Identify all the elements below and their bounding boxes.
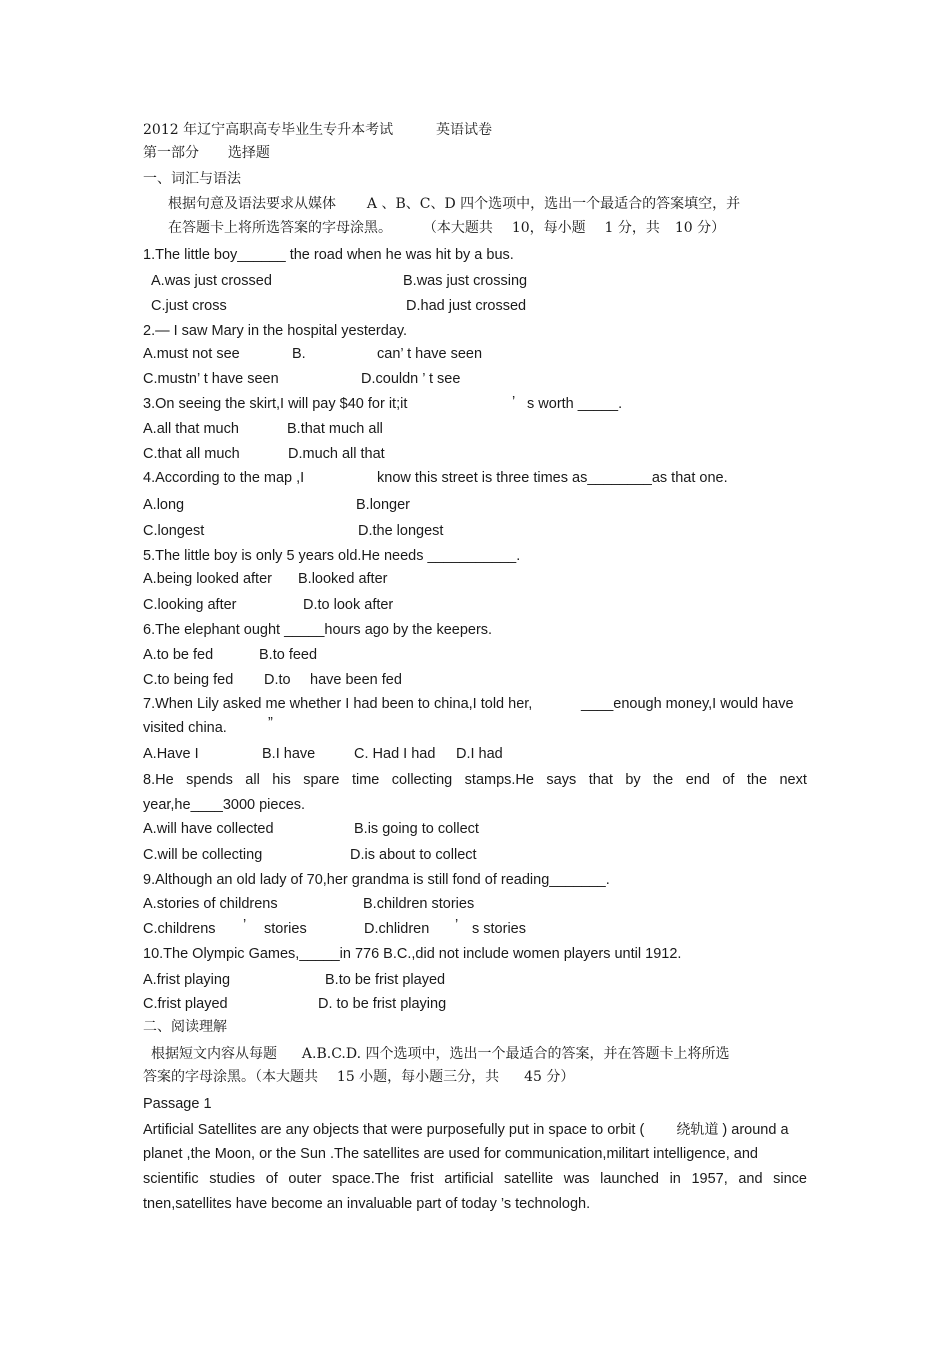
q4-option-a: A.long [143,497,185,513]
q10-stem: 10.The Olympic Games,_____in 776 B.C.,did not include women players until 1912. [143,946,682,962]
q7-option-b: B.I have [262,746,316,762]
q9-option-c-apostrophe: ’ [243,917,247,933]
q3-option-d: D.much all that [288,446,385,462]
exam-title: 2012 年辽宁高职高专毕业生专升本考试 英语试卷 [143,122,492,138]
q7-option-a: A.Have I [143,746,199,762]
q2-option-d: D.couldn ’ t see [361,371,461,387]
q9-option-c-text: stories [264,921,307,937]
q8-stem: 8.He spends all his spare time collecting stamps.He says that by the end of the next [143,772,807,788]
section1-instruction-line1: 根据句意及语法要求从媒体 A 、B、C、D 四个选项中，选出一个最适合的答案填空，并 [168,196,741,212]
q2-option-c: C.mustn’ t have seen [143,371,279,387]
passage-title: Passage 1 [143,1096,212,1112]
q6-option-a: A.to be fed [143,647,214,663]
q9-option-d-text: s stories [472,921,526,937]
q1-option-c: C.just cross [151,298,227,314]
q7-stem-cont: visited china. [143,720,227,736]
passage-line-1: Artificial Satellites are any objects that were purposefully put in space to orbit ( 绕轨道 ) around a [143,1122,789,1138]
q2-option-b: B. [292,346,306,362]
q10-option-a: A.frist playing [143,972,231,988]
q3-stem: 3.On seeing the skirt,I will pay $40 for it;it [143,396,408,412]
q5-stem: 5.The little boy is only 5 years old.He needs ___________. [143,548,521,564]
q1-stem: 1.The little boy______ the road when he was hit by a bus. [143,247,514,263]
q8-option-b: B.is going to collect [354,821,479,837]
q9-option-c: C.childrens [143,921,216,937]
q3-stem-end: s worth _____. [527,396,623,412]
passage-line-2: planet ,the Moon, or the Sun .The satellites are used for communication,militart intelligence, and [143,1146,758,1162]
q7-option-c: C. Had I had [354,746,436,762]
q5-option-c: C.looking after [143,597,237,613]
q3-option-c: C.that all much [143,446,240,462]
q3-stem-apostrophe: ’ [512,394,516,410]
q6-option-b: B.to feed [259,647,318,663]
q7-option-d: D.I had [456,746,503,762]
section1-heading: 一、词汇与语法 [143,171,241,187]
q7-quote-mark: ” [268,715,273,731]
q10-option-c: C.frist played [143,996,228,1012]
q8-option-a: A.will have collected [143,821,274,837]
q6-stem: 6.The elephant ought _____hours ago by the keepers. [143,622,493,638]
q5-option-a: A.being looked after [143,571,272,587]
q9-option-b: B.children stories [363,896,475,912]
q10-option-d: D. to be frist playing [318,996,447,1012]
q7-stem-end: ____enough money,I would have [581,696,794,712]
q9-option-a: A.stories of childrens [143,896,278,912]
q5-option-b: B.looked after [298,571,388,587]
q3-option-b: B.that much all [287,421,383,437]
q2-option-b-text: can’ t have seen [377,346,483,362]
section1-instruction-line2: 在答题卡上将所选答案的字母涂黑。 （本大题共 10，每小题 1 分，共 10 分） [168,220,726,236]
q4-option-c: C.longest [143,523,205,539]
q6-option-c: C.to being fed [143,672,234,688]
passage-line-3: scientific studies of outer space.The frist artificial satellite was launched in 1957, and since [143,1171,807,1187]
q10-option-b: B.to be frist played [325,972,446,988]
q8-option-c: C.will be collecting [143,847,263,863]
q6-option-d: D.to [264,672,291,688]
q4-stem-end: know this street is three times as________as that one. [377,470,728,486]
q2-stem: 2.— I saw Mary in the hospital yesterday. [143,323,408,339]
passage-line-4: tnen,satellites have become an invaluable part of today ’s technologh. [143,1196,591,1212]
q1-option-d: D.had just crossed [406,298,527,314]
q7-stem: 7.When Lily asked me whether I had been to china,I told her, [143,696,533,712]
q1-option-b: B.was just crossing [403,273,528,289]
section2-heading: 二、阅读理解 [143,1019,227,1035]
q4-option-d: D.the longest [358,523,444,539]
q9-stem: 9.Although an old lady of 70,her grandma is still fond of reading_______. [143,872,610,888]
q8-stem-cont: year,he____3000 pieces. [143,797,306,813]
q6-option-d-text: have been fed [310,672,402,688]
section2-instruction-line2: 答案的字母涂黑。（本大题共 15 小题，每小题三分，共 45 分） [143,1069,575,1085]
q2-option-a: A.must not see [143,346,240,362]
q4-option-b: B.longer [356,497,411,513]
q3-option-a: A.all that much [143,421,239,437]
q4-stem: 4.According to the map ,I [143,470,305,486]
part-heading: 第一部分 选择题 [143,145,270,161]
q8-option-d: D.is about to collect [350,847,477,863]
q9-option-d-apostrophe: ’ [455,917,459,933]
section2-instruction-line1: 根据短文内容从每题 A.B.C.D. 四个选项中，选出一个最适合的答案，并在答题卡上将所选 [151,1046,730,1062]
q1-option-a: A.was just crossed [151,273,272,289]
q5-option-d: D.to look after [303,597,394,613]
q9-option-d: D.chlidren [364,921,430,937]
